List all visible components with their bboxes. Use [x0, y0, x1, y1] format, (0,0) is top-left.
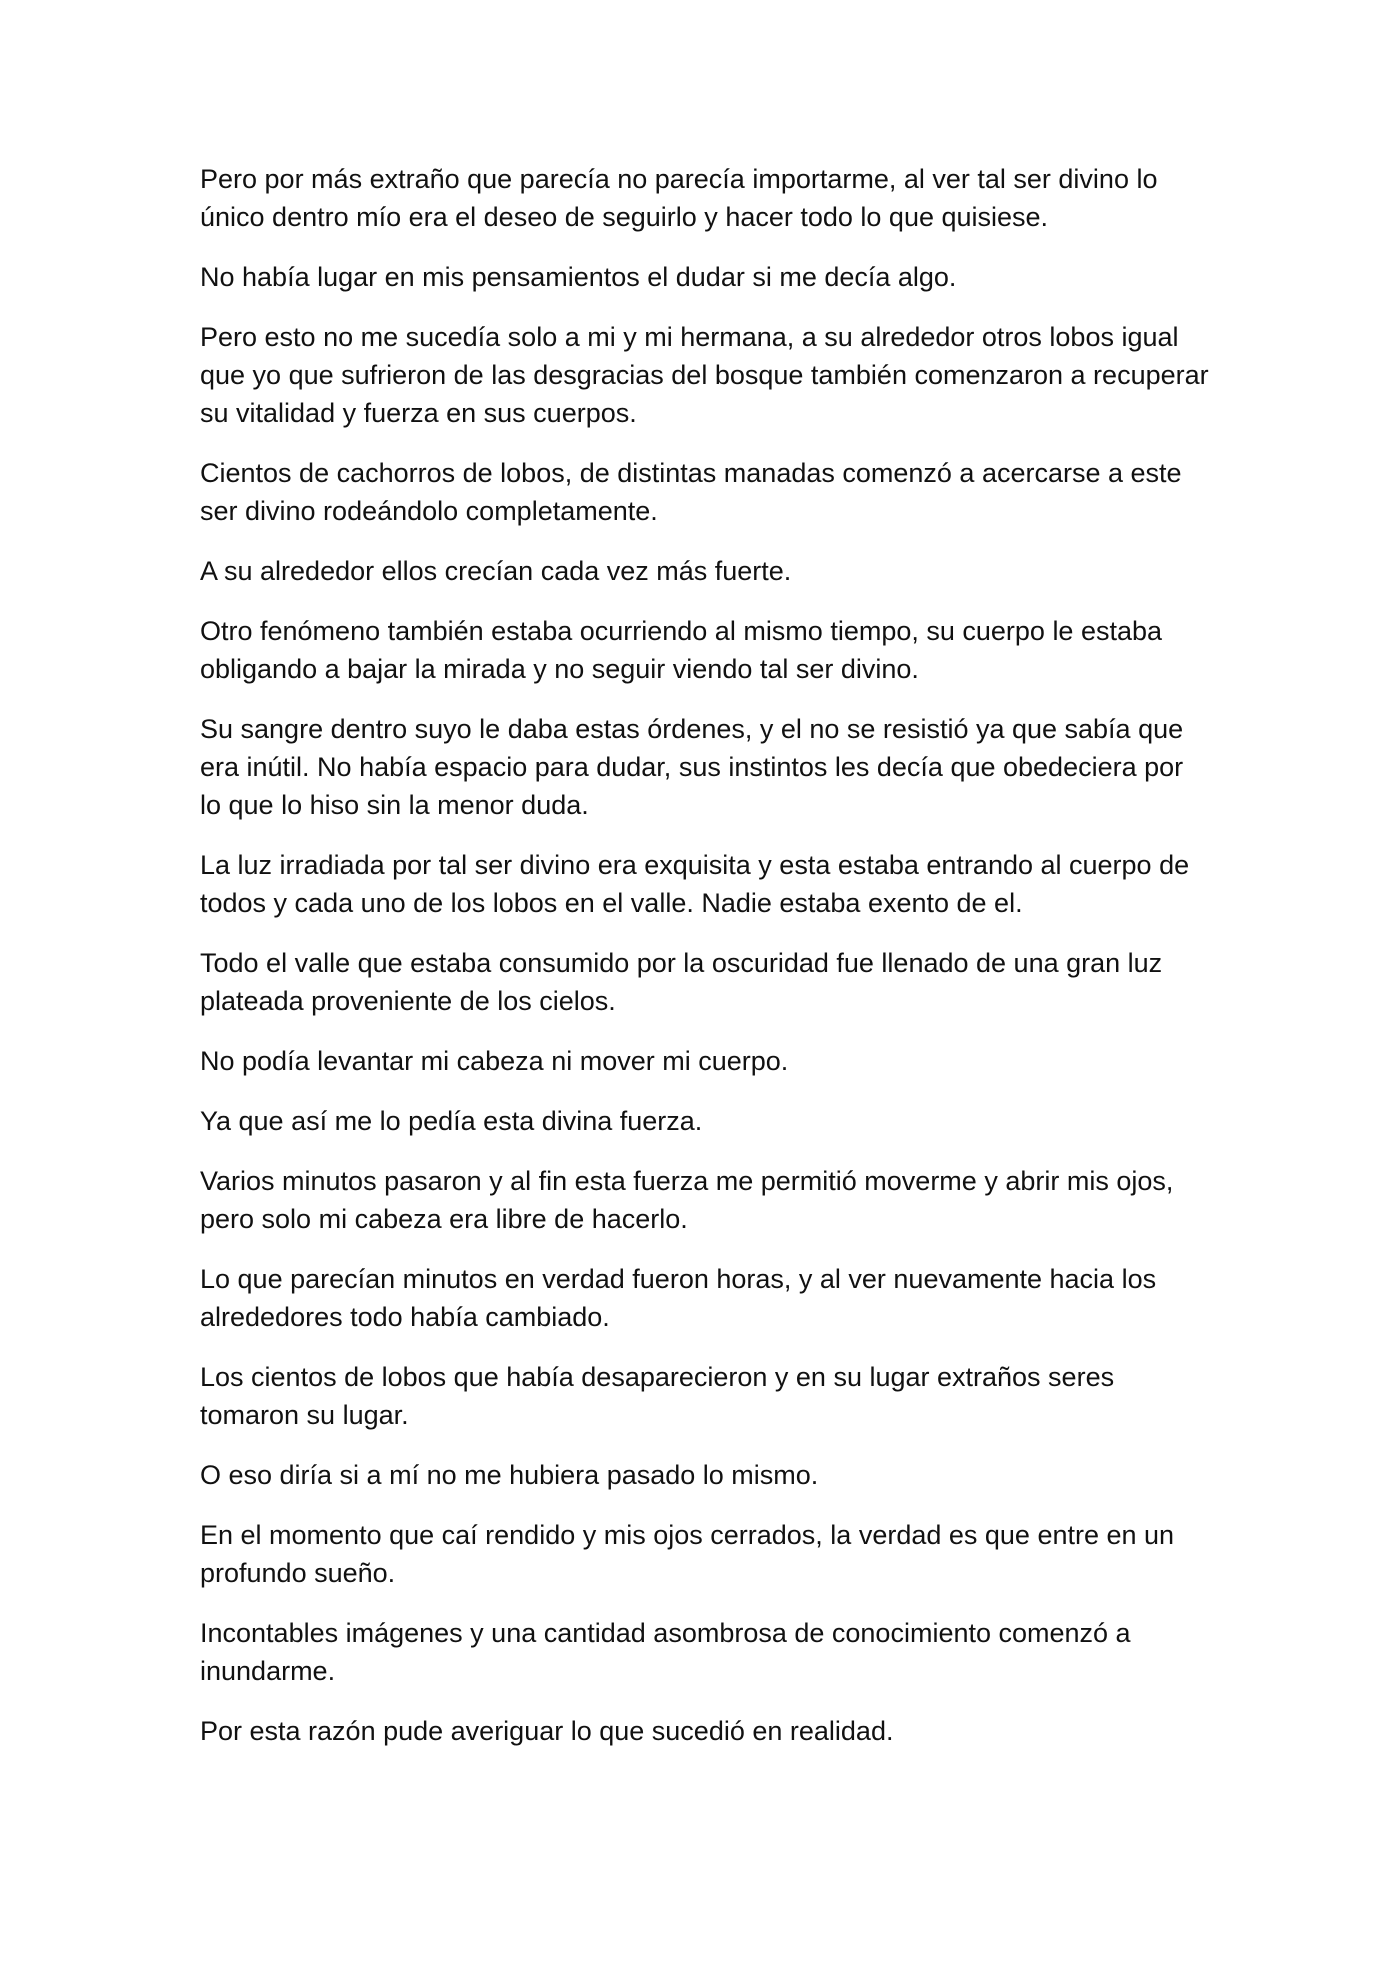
paragraph: Otro fenómeno también estaba ocurriendo al mismo tiempo, su cuerpo le estaba obligando a bajar la mirada y no seguir viendo tal ser divino. [200, 616, 1163, 684]
paragraph: Su sangre dentro suyo le daba estas órdenes, y el no se resistió ya que sabía que era inútil. No había espacio para dudar, sus instintos les decía que obedeciera por lo que lo hiso sin la menor duda. [200, 714, 1184, 820]
paragraph: Pero por más extraño que parecía no parecía importarme, al ver tal ser divino lo único dentro mío era el deseo de seguirlo y hacer todo lo que quisiese. [200, 164, 1158, 232]
paragraph: Ya que así me lo pedía esta divina fuerza. [200, 1106, 703, 1136]
paragraph: A su alrededor ellos crecían cada vez más fuerte. [200, 556, 792, 586]
paragraph: Pero esto no me sucedía solo a mi y mi hermana, a su alrededor otros lobos igual que yo que sufrieron de las desgracias del bosque también comenzaron a recuperar su vitalidad y fuerza en sus cuerpos. [200, 322, 1209, 428]
paragraph: La luz irradiada por tal ser divino era exquisita y esta estaba entrando al cuerpo de todos y cada uno de los lobos en el valle. Nadie estaba exento de el. [200, 850, 1190, 918]
paragraph: En el momento que caí rendido y mis ojos cerrados, la verdad es que entre en un profundo sueño. [200, 1520, 1175, 1588]
paragraph: Varios minutos pasaron y al fin esta fuerza me permitió moverme y abrir mis ojos, pero solo mi cabeza era libre de hacerlo. [200, 1166, 1174, 1234]
text-body [200, 160, 1210, 1772]
paragraph: No había lugar en mis pensamientos el dudar si me decía algo. [200, 262, 957, 292]
paragraph: Por esta razón pude averiguar lo que sucedió en realidad. [200, 1716, 894, 1746]
paragraph: Todo el valle que estaba consumido por la oscuridad fue llenado de una gran luz plateada proveniente de los cielos. [200, 948, 1163, 1016]
paragraph: Cientos de cachorros de lobos, de distintas manadas comenzó a acercarse a este ser divino rodeándolo completamente. [200, 458, 1182, 526]
paragraph: No podía levantar mi cabeza ni mover mi cuerpo. [200, 1046, 789, 1076]
paragraph: Incontables imágenes y una cantidad asombrosa de conocimiento comenzó a inundarme. [200, 1618, 1131, 1686]
paragraph: Lo que parecían minutos en verdad fueron horas, y al ver nuevamente hacia los alrededores todo había cambiado. [200, 1264, 1157, 1332]
paragraph: Los cientos de lobos que había desaparecieron y en su lugar extraños seres tomaron su lugar. [200, 1362, 1115, 1430]
paragraph: O eso diría si a mí no me hubiera pasado lo mismo. [200, 1460, 819, 1490]
